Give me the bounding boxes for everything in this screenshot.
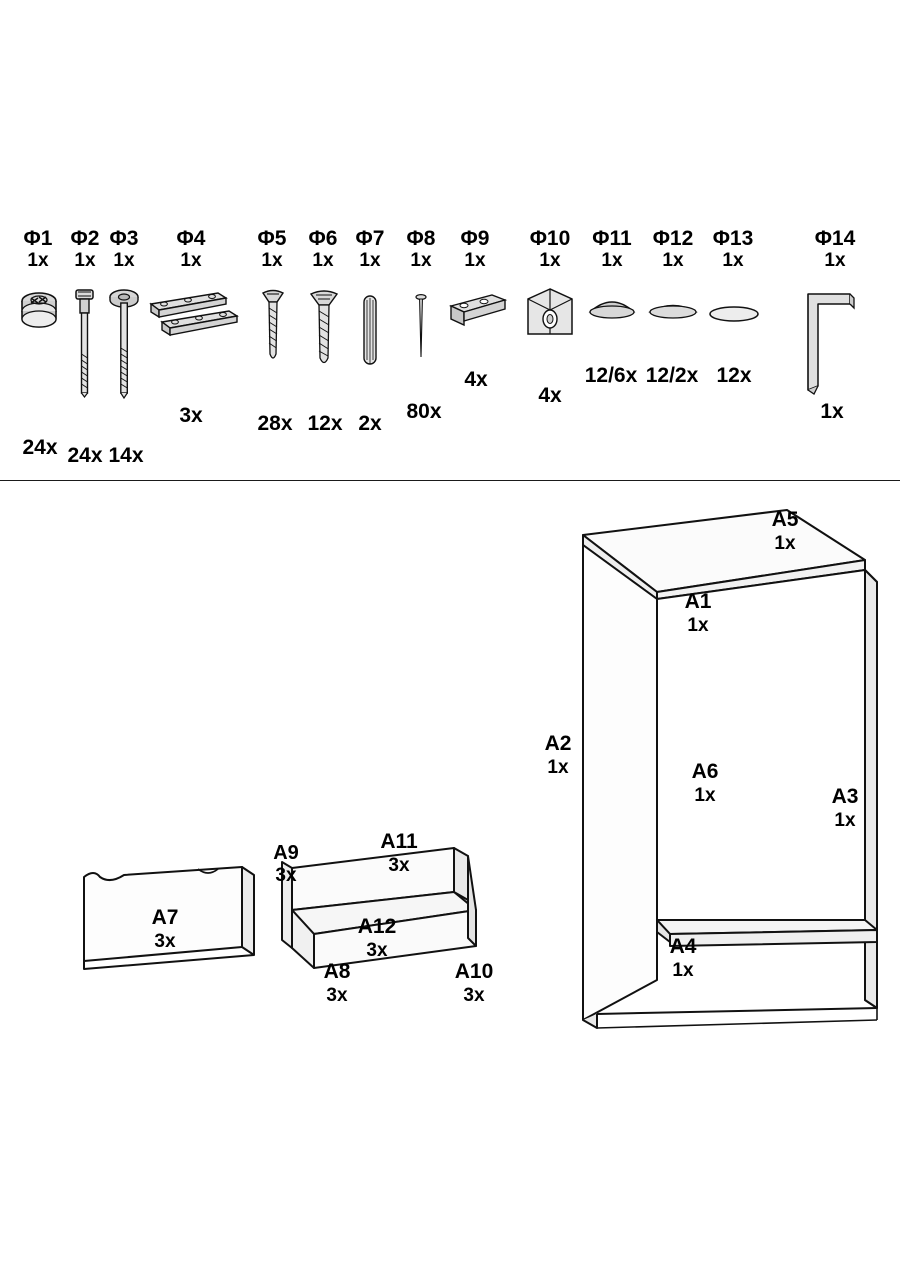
panel-label-a2	[523, 732, 593, 779]
panel-code: A12	[357, 915, 397, 938]
hardware-qty-top: 1x	[464, 249, 486, 271]
panel-qty: 1x	[687, 615, 709, 637]
panel-label-a8	[306, 960, 368, 1007]
hardware-code: Φ5	[257, 227, 287, 250]
panel-code: A1	[684, 590, 712, 613]
hardware-qty-top: 1x	[27, 249, 49, 271]
hardware-qty-bottom-6: 12x	[307, 412, 343, 435]
cap-flat-icon	[646, 300, 700, 326]
hardware-qty-top: 1x	[74, 249, 96, 271]
hardware-code: Φ13	[712, 227, 754, 250]
hardware-qty-bottom-4: 3x	[179, 404, 203, 427]
cap-dome-icon	[586, 296, 638, 326]
hardware-label-12	[644, 228, 702, 271]
hardware-code: Φ14	[814, 227, 856, 250]
drawer-slide-icon	[148, 290, 240, 360]
hardware-code: Φ12	[652, 227, 694, 250]
hardware-qty-top: 1x	[261, 249, 283, 271]
hardware-qty-bottom-1: 24x	[22, 436, 58, 459]
panel-label-a6	[670, 760, 740, 807]
hardware-qty-bottom-11: 12/6x	[584, 364, 638, 387]
hardware-qty-top: 1x	[359, 249, 381, 271]
hardware-code: Φ6	[308, 227, 338, 250]
hardware-code: Φ9	[460, 227, 490, 250]
panel-label-a11	[367, 830, 431, 877]
panel-qty: 3x	[366, 940, 388, 962]
panel-qty: 1x	[774, 533, 796, 555]
panel-qty: 3x	[326, 985, 348, 1007]
panel-code: A11	[380, 830, 418, 853]
hardware-code: Φ3	[109, 227, 139, 250]
hardware-qty-bottom-3: 14x	[108, 444, 144, 467]
hardware-qty-top: 1x	[824, 249, 846, 271]
panel-code: A10	[454, 960, 494, 983]
panel-label-a5	[750, 508, 820, 555]
hardware-label-8	[398, 228, 444, 271]
panel-qty: 1x	[547, 757, 569, 779]
panel-label-a7	[130, 906, 200, 953]
panel-label-a9	[260, 842, 312, 887]
cam-bolt-icon	[68, 288, 100, 398]
panel-qty: 3x	[154, 931, 176, 953]
hardware-label-5	[249, 228, 295, 271]
hardware-code: Φ7	[355, 227, 385, 250]
hardware-code: Φ10	[529, 227, 571, 250]
hardware-qty-top: 1x	[113, 249, 135, 271]
hardware-code: Φ1	[23, 227, 53, 250]
hardware-qty-bottom-14: 1x	[820, 400, 844, 423]
panel-code: A4	[669, 935, 697, 958]
bracket-plate-icon	[448, 292, 508, 340]
hardware-qty-bottom-2: 24x	[67, 444, 103, 467]
hardware-code: Φ11	[592, 227, 632, 250]
panel-label-a1	[663, 590, 733, 637]
hardware-qty-top: 1x	[601, 249, 623, 271]
panel-code: A9	[273, 842, 299, 864]
cam-lock-icon	[18, 290, 60, 338]
hardware-qty-top: 1x	[539, 249, 561, 271]
panel-qty: 1x	[834, 810, 856, 832]
panel-label-a10	[443, 960, 505, 1007]
hardware-qty-top: 1x	[180, 249, 202, 271]
hardware-qty-top: 1x	[722, 249, 744, 271]
hardware-qty-top: 1x	[410, 249, 432, 271]
panel-code: A5	[771, 508, 799, 531]
dowel-icon	[358, 292, 382, 370]
panel-label-a3	[810, 785, 880, 832]
panel-qty: 1x	[672, 960, 694, 982]
hardware-list	[0, 0, 900, 480]
panel-label-a12	[345, 915, 409, 962]
panel-code: A7	[151, 906, 179, 929]
hardware-label-6	[300, 228, 346, 271]
panel-code: A3	[831, 785, 859, 808]
hardware-qty-bottom-12: 12/2x	[645, 364, 699, 387]
hardware-label-9	[452, 228, 498, 271]
panel-qty: 3x	[463, 985, 485, 1007]
hardware-qty-bottom-10: 4x	[538, 384, 562, 407]
hardware-label-4	[165, 228, 217, 271]
panel-code: A8	[323, 960, 351, 983]
hardware-label-11	[583, 228, 641, 271]
screw-small-icon	[259, 288, 287, 368]
panel-qty: 3x	[388, 855, 410, 877]
panel-label-a4	[648, 935, 718, 982]
hardware-qty-bottom-9: 4x	[464, 368, 488, 391]
hardware-qty-bottom-7: 2x	[358, 412, 382, 435]
corner-block-icon	[524, 286, 576, 348]
panel-qty: 3x	[275, 865, 297, 886]
long-bolt-icon	[108, 288, 140, 400]
hardware-qty-top: 1x	[312, 249, 334, 271]
hardware-qty-top: 1x	[662, 249, 684, 271]
hardware-label-14	[806, 228, 864, 271]
hardware-label-7	[347, 228, 393, 271]
hardware-qty-bottom-8: 80x	[406, 400, 442, 423]
hardware-qty-bottom-13: 12x	[716, 364, 752, 387]
hardware-label-1	[12, 228, 64, 271]
nail-icon	[412, 292, 430, 362]
allen-key-icon	[790, 286, 862, 396]
panel-qty: 1x	[694, 785, 716, 807]
cover-sticker-icon	[707, 304, 761, 324]
hardware-qty-bottom-5: 28x	[257, 412, 293, 435]
hardware-code: Φ8	[406, 227, 436, 250]
screw-large-icon	[308, 288, 340, 372]
hardware-code: Φ4	[176, 227, 206, 250]
hardware-label-3	[101, 228, 147, 271]
panel-code: A6	[691, 760, 719, 783]
panel-code: A2	[544, 732, 572, 755]
hardware-label-10	[521, 228, 579, 271]
hardware-code: Φ2	[70, 227, 100, 250]
panel-diagram	[0, 480, 900, 1280]
hardware-label-13	[704, 228, 762, 271]
